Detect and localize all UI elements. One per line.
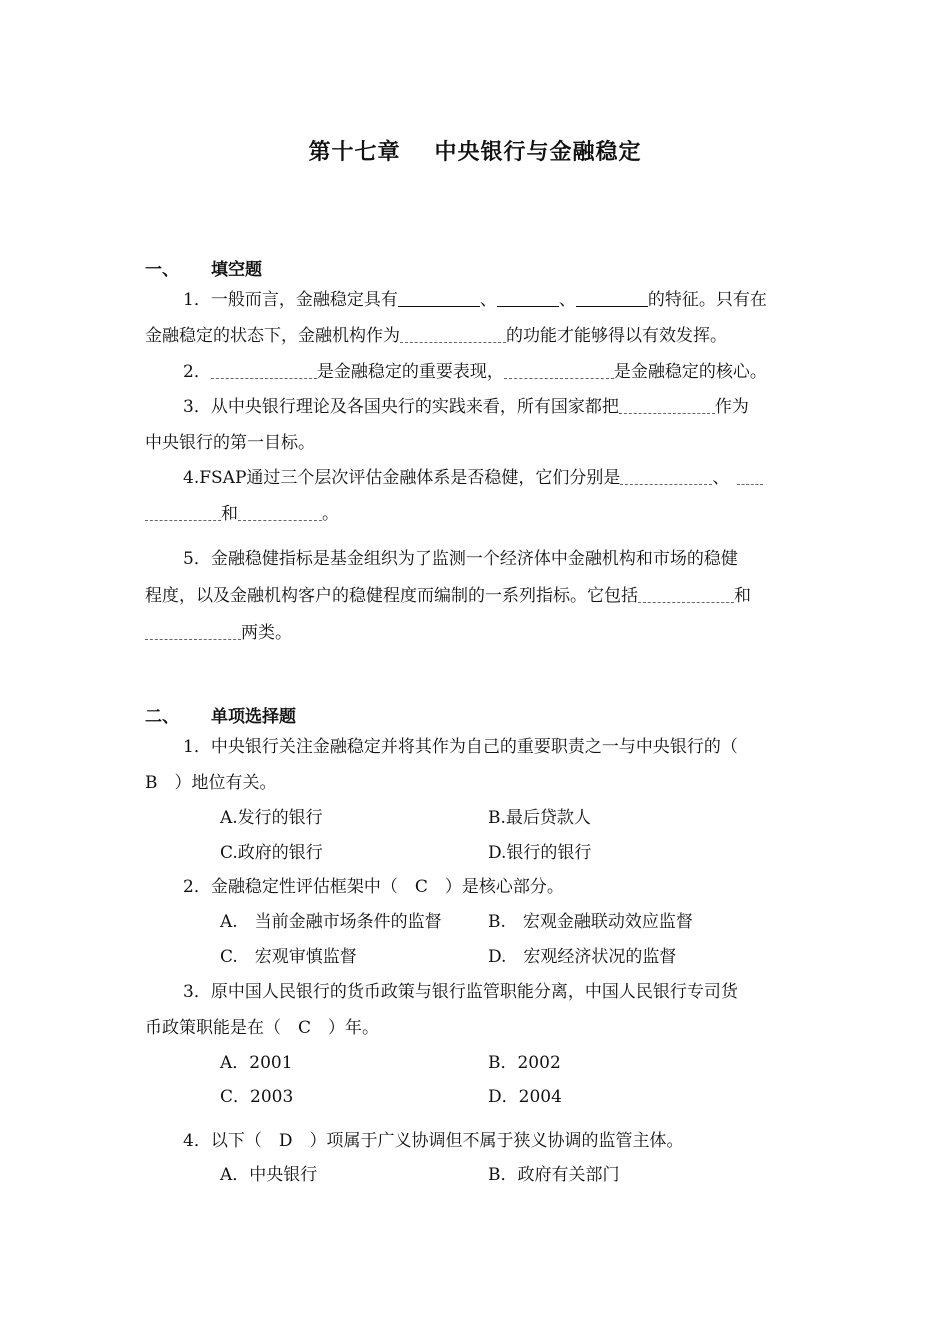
fill-q4-line2: 和 。 [145, 503, 809, 525]
answer-blank [145, 623, 241, 640]
fill-q5-line3: 两类。 [145, 622, 809, 644]
fill-q3-line1: 3．从中央银行理论及各国央行的实践来看，所有国家都把 作为 [183, 397, 749, 417]
chapter-title [0, 135, 950, 166]
choice-q1-option-c: C.政府的银行 [220, 843, 323, 863]
choice-q2-option-b: B. 宏观金融联动效应监督 [488, 912, 693, 932]
choice-q1-option-d: D.银行的银行 [488, 843, 592, 863]
answer-blank [619, 397, 715, 414]
answer-blank [638, 586, 734, 603]
choice-q3-line2: 币政策职能是在（ C ）年。 [145, 1018, 380, 1038]
section-heading-fill-blank: 一、 填空题 [145, 260, 262, 280]
section-heading-single-choice: 二、 单项选择题 [145, 707, 296, 727]
choice-q3-option-d: D．2004 [488, 1087, 562, 1107]
fill-q5-line2: 程度，以及金融机构客户的稳健程度而编制的一系列指标。它包括 和 [145, 586, 751, 606]
chapter-number: 第十七章 [308, 140, 401, 165]
answer-blank [400, 326, 506, 343]
choice-q3-option-c: C．2003 [220, 1087, 294, 1107]
choice-q1-option-a: A.发行的银行 [220, 808, 323, 828]
answer-blank [576, 290, 648, 307]
answer-blank [497, 290, 559, 307]
fill-q5-line1: 5．金融稳健指标是基金组织为了监测一个经济体中金融机构和市场的稳健 [183, 549, 738, 569]
answer-blank [620, 468, 712, 485]
fill-q4-line1: 4.FSAP通过三个层次评估金融体系是否稳健，它们分别是 、 [145, 467, 809, 489]
choice-q1-line2: B ）地位有关。 [145, 773, 277, 793]
choice-q2-option-a: A. 当前金融市场条件的监督 [220, 912, 442, 932]
answer-blank [737, 468, 763, 485]
answer-blank [238, 504, 322, 521]
choice-q3-option-b: B．2002 [488, 1053, 561, 1073]
choice-q3-line1: 3．原中国人民银行的货币政策与银行监管职能分离，中国人民银行专司货 [183, 982, 738, 1002]
choice-q1-option-b: B.最后贷款人 [488, 808, 591, 828]
fill-q1-line1: 1．一般而言，金融稳定具有 、 、 的特征。只有在 [183, 290, 767, 310]
choice-q4-option-a: A．中央银行 [220, 1165, 318, 1185]
choice-q4: 4．以下（ D ）项属于广义协调但不属于狭义协调的监管主体。 [183, 1131, 684, 1151]
choice-q2: 2．金融稳定性评估框架中（ C ）是核心部分。 [183, 877, 564, 897]
answer-blank [145, 504, 221, 521]
fill-q1-line2: 金融稳定的状态下，金融机构作为 的功能才能够得以有效发挥。 [145, 326, 727, 346]
chapter-name: 中央银行与金融稳定 [434, 140, 642, 165]
fill-q3-line2: 中央银行的第一目标。 [145, 433, 315, 453]
answer-blank [211, 362, 317, 379]
answer-blank [504, 362, 614, 379]
answer-blank [398, 290, 480, 307]
choice-q2-option-c: C. 宏观审慎监督 [220, 947, 357, 967]
fill-q2: 2． 是金融稳定的重要表现， 是金融稳定的核心。 [183, 362, 767, 382]
choice-q2-option-d: D. 宏观经济状况的监督 [488, 947, 677, 967]
choice-q1-line1: 1．中央银行关注金融稳定并将其作为自己的重要职责之一与中央银行的（ [183, 737, 738, 757]
choice-q4-option-b: B．政府有关部门 [488, 1165, 620, 1185]
choice-q3-option-a: A．2001 [220, 1053, 293, 1073]
